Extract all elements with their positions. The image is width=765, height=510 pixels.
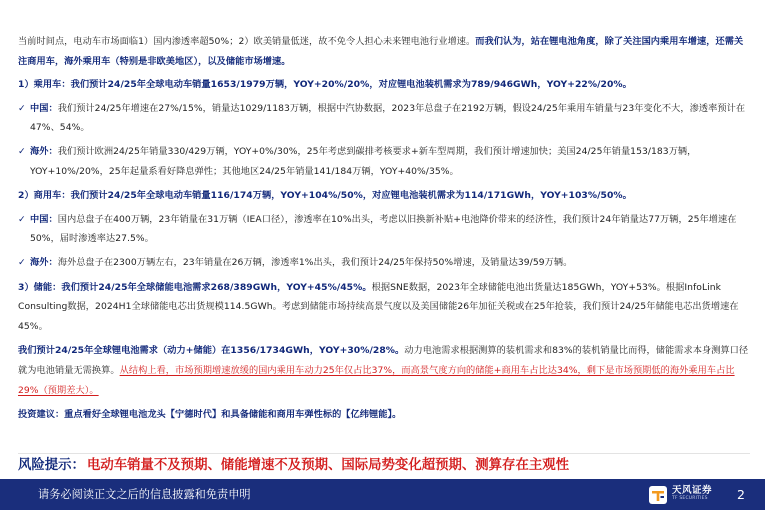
commercial-overseas-bullet [18, 253, 750, 273]
summary-heading: 我们预计24/25年全球锂电池需求（动力+储能）在1356/1734GWh，YOY+30%/28%。 [18, 345, 405, 357]
passenger-car-heading: 1）乘用车：我们预计24/25年全球电动车销量1653/1979万辆，YOY+20%/20%，对应锂电池装机需求为789/946GWh，YOY+22%/20%。 [18, 79, 632, 91]
risk-text: 电动车销量不及预期、储能增速不及预期、国际局势变化超预期、测算存在主观性 [86, 458, 570, 473]
passenger-china-bullet [18, 99, 750, 138]
report-body [18, 32, 750, 425]
risk-warning [18, 453, 750, 478]
bullet-text: 我们预计24/25年增速在27%/15%，销量达1029/1183万辆，根据中汽协数据，2023年总盘子在2192万辆，假设24/25年乘用车销量与23年变化不大，渗透率预计在47%、54%。 [30, 102, 746, 134]
commercial-vehicle-heading: 2）商用车：我们预计24/25年全球电动车销量116/174万辆，YOY+104%/50%，对应锂电池装机需求为114/171GWh，YOY+103%/50%。 [18, 190, 632, 202]
investment-advice: 投资建议：重点看好全球锂电池龙头【宁德时代】和具备储能和商用车弹性标的【亿纬锂能】。 [18, 409, 402, 421]
energy-storage-heading: 3）储能：我们预计24/25年全球储能电池需求268/389GWh，YOY+45%/45%。 [18, 281, 372, 293]
checkmark-icon: ✓ [18, 102, 26, 114]
energy-storage-text: 根据SNE数据，2023年全球储能电池出货量达185GWh，YOY+53%。根据InfoLink Consulting数据，2024H1全球储能电芯出货规模114.5GWh。考虑到储能市场持续高景气度以及美国储能26年加征关税或在25年抢装，我们预计24/25年储能电芯出货增速在45%。 [18, 281, 739, 332]
checkmark-icon: ✓ [18, 145, 26, 157]
bullet-label: 中国： [30, 213, 58, 225]
bullet-label: 海外： [30, 145, 58, 157]
passenger-overseas-bullet [18, 142, 750, 181]
summary-highlight: 从结构上看，市场预期增速放缓的国内乘用车动力25年仅占比37%，而高景气度方向的储能+商用车占比达34%，剩下是市场预期低的海外乘用车占比29%（预期差大）。 [18, 364, 735, 396]
tf-securities-logo-icon [648, 485, 668, 505]
bullet-text: 我们预计欧洲24/25年销量330/429万辆，YOY+0%/30%，25年考虑到碳排考核要求+新车型周期，我们预计增速加快；美国24/25年销量153/183万辆，YOY+10%/20%，25年起量系看好降息弹性；其他地区24/25年销量141/184万辆，YOY+40%/35%。 [30, 145, 697, 177]
risk-label: 风险提示： [18, 458, 85, 473]
disclaimer-link[interactable]: 请务必阅读正文之后的信息披露和免责申明 [38, 488, 251, 501]
intro-text: 当前时间点，电动车市场面临1）国内渗透率超50%；2）欧美销量低迷，故不免令人担心未来锂电池行业增速。 [18, 36, 476, 47]
bullet-label: 中国： [30, 102, 58, 114]
checkmark-icon: ✓ [18, 213, 26, 225]
commercial-china-bullet [18, 210, 750, 249]
intro-paragraph [18, 32, 750, 71]
intro-emphasis: 而我们认为，站在锂电池角度，除了关注国内乘用车增速，还需关注商用车，海外乘用车（特别是非欧美地区），以及储能市场增速。 [18, 36, 744, 67]
tf-securities-logo [648, 484, 724, 506]
bullet-label: 海外： [30, 256, 58, 268]
logo-name: 天风证券 [672, 485, 713, 496]
energy-storage-paragraph [18, 278, 750, 337]
checkmark-icon: ✓ [18, 256, 26, 268]
summary-paragraph [18, 341, 750, 400]
logo-subtitle: TF SECURITIES [672, 496, 708, 501]
summary-text: 动力电池需求根据测算的装机需求和83%的装机销量比而得，储能需求本身测算口径就为电池销量无需换算。 [18, 345, 749, 376]
footer-bar [0, 479, 765, 510]
bullet-text: 海外总盘子在2300万辆左右，23年销量在26万辆，渗透率1%出头，我们预计24/25年保持50%增速，及销量达39/59万辆。 [57, 256, 573, 268]
page-number: 2 [737, 487, 745, 502]
bullet-text: 国内总盘子在400万辆，23年销量在31万辆（IEA口径），渗透率在10%出头，考虑以旧换新补贴+电池降价带来的经济性，我们预计24年销量达77万辆，25年增速在50%，届时渗透率达27.5%。 [30, 213, 737, 245]
